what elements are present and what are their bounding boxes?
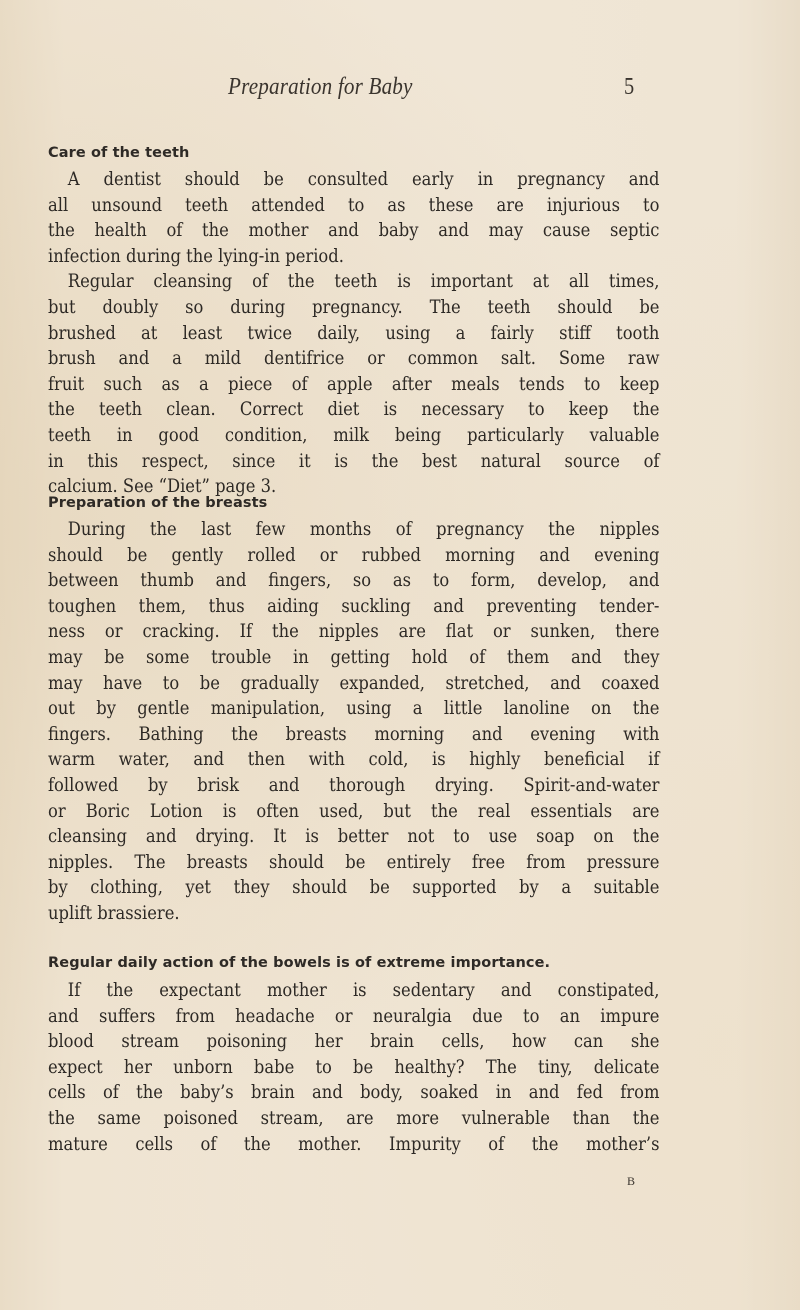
text-line: brush and a mild dentifrice or common salt. Some raw [48,347,660,370]
text-line: uplift brassiere. [48,901,180,924]
text-line: expect her unborn babe to be healthy? The tiny, delicate [48,1055,660,1078]
text-line: During the last few months of pregnancy the nipples [67,518,660,540]
text-line: toughen them, thus aiding suckling and preventing tender- [48,594,660,617]
text-line: the same poisoned stream, are more vulnerable than the [48,1106,660,1129]
text-line: warm water, and then with cold, is highly beneficial if [48,748,660,771]
text-line: brushed at least twice daily, using a fairly stiff tooth [48,321,660,344]
section-body-bowels [48,978,660,1157]
text-line: cells of the baby’s brain and body, soaked in and fed from [48,1081,660,1104]
text-line: fingers. Bathing the breasts morning and evening with [48,722,660,745]
text-line: Regular cleansing of the teeth is important at all times, [67,270,660,293]
text-line: but doubly so during pregnancy. The teeth should be [48,295,660,318]
text-line: calcium. See “Diet” page 3. [48,475,277,498]
text-line: between thumb and fingers, so as to form, develop, and [48,569,660,592]
text-line: infection during the lying-in period. [48,244,344,267]
text-line: teeth in good condition, milk being particularly valuable [48,423,660,446]
section-body-preparation-of-breasts [48,517,660,927]
section-heading-care-of-teeth: Care of the teeth [48,145,190,161]
text-line: A dentist should be consulted early in pregnancy and [67,168,660,190]
text-line: followed by brisk and thorough drying. Spirit-and-water [48,773,660,796]
text-line: all unsound teeth attended to as these are injurious to [48,193,660,216]
text-line: by clothing, yet they should be supported by a suitable [48,876,660,899]
text-line: may have to be gradually expanded, stretched, and coaxed [48,671,660,694]
text-line: out by gentle manipulation, using a little lanoline on the [48,697,660,720]
text-line: should be gently rolled or rubbed morning and evening [48,543,660,566]
text-line: and suffers from headache or neuralgia due to an impure [48,1004,660,1027]
running-head [0,74,800,104]
running-title: Preparation for Baby [228,74,413,100]
page-number: 5 [624,74,635,100]
text-line: If the expectant mother is sedentary and constipated, [67,979,660,1001]
section-heading-bowels: Regular daily action of the bowels is of extreme importance. [48,955,551,971]
text-line: mature cells of the mother. Impurity of the mother’s [48,1132,660,1155]
text-line: or Boric Lotion is often used, but the real essentials are [48,799,660,822]
text-line: the health of the mother and baby and may cause septic [48,219,660,242]
signature-mark: B [627,1174,636,1188]
section-heading-preparation-of-breasts: Preparation of the breasts [48,495,268,511]
text-line: may be some trouble in getting hold of them and they [48,645,660,668]
text-line: blood stream poisoning her brain cells, how can she [48,1030,660,1053]
text-line: ness or cracking. If the nipples are flat or sunken, there [48,620,660,643]
text-line: in this respect, since it is the best natural source of [48,449,660,472]
text-line: nipples. The breasts should be entirely free from pressure [48,850,660,873]
text-line: the teeth clean. Correct diet is necessary to keep the [48,398,660,421]
text-line: cleansing and drying. It is better not to use soap on the [48,825,660,848]
text-line: fruit such as a piece of apple after meals tends to keep [48,372,660,395]
section-body-care-of-teeth [48,167,660,500]
